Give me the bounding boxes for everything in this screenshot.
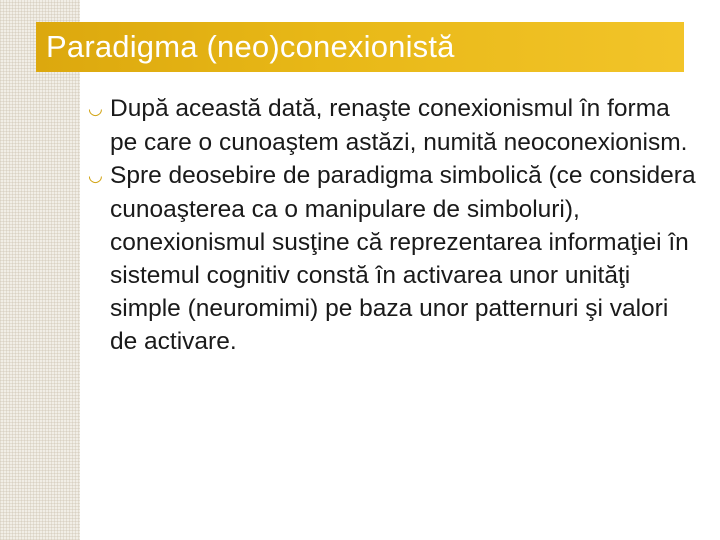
bullet-item xyxy=(88,92,698,159)
bullet-text: Spre deosebire de paradigma simbolică (ce considera cunoaşterea ca o manipulare de simboluri), conexionismul susţine că reprezentarea informaţiei în sistemul cognitiv constă în activarea unor unităţi simple (neuromimi) pe baza unor patternuri şi valori de activare. xyxy=(110,162,696,355)
bullet-text: După această dată, renaşte conexionismul în forma pe care o cunoaştem astăzi, numită neoconexionism. xyxy=(110,95,688,156)
orange-arc-bullet-icon: ◡ xyxy=(88,99,103,119)
decorative-left-strip xyxy=(0,0,80,540)
slide-title: Paradigma (neo)conexionistă xyxy=(46,29,455,64)
bullet-item xyxy=(88,159,698,358)
title-bar xyxy=(36,22,684,72)
slide-content xyxy=(88,92,698,358)
orange-arc-bullet-icon: ◡ xyxy=(88,166,103,186)
